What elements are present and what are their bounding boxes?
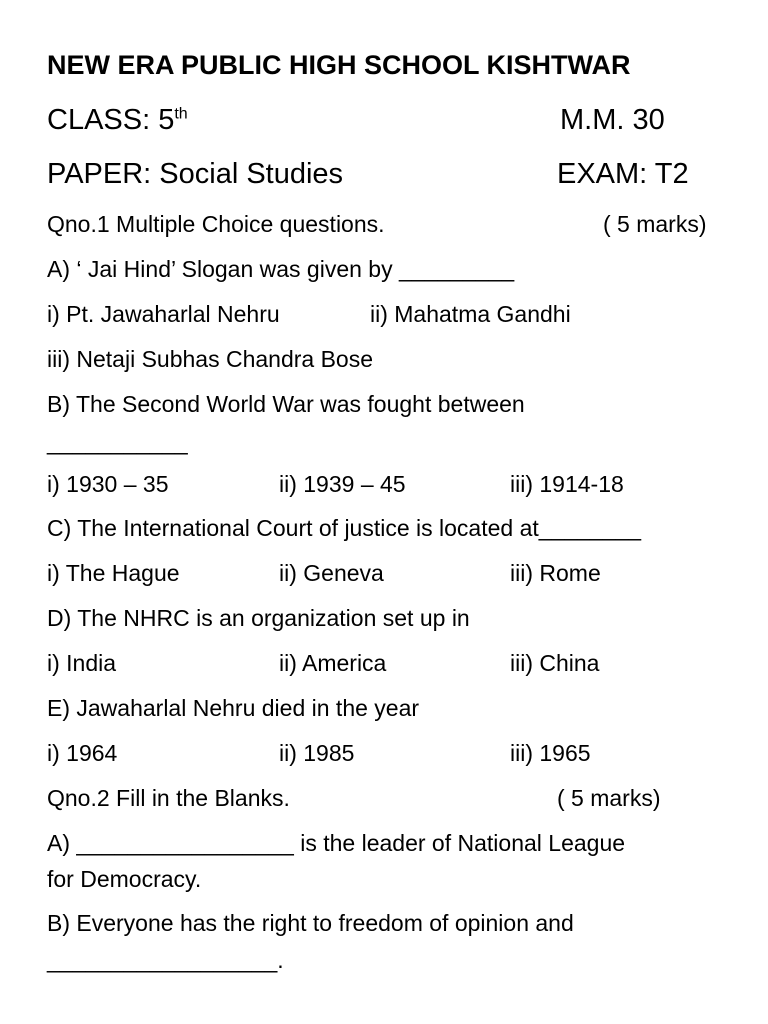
q2-marks: ( 5 marks) bbox=[557, 785, 661, 811]
q1b-blank: ___________ bbox=[47, 429, 188, 455]
q2b-line-1: B) Everyone has the right to freedom of opinion and bbox=[47, 910, 574, 936]
q1a-option-2: ii) Mahatma Gandhi bbox=[370, 301, 571, 327]
q1e-option-1: i) 1964 bbox=[47, 740, 118, 766]
q2a-line-1: A) _________________ is the leader of National League bbox=[47, 830, 626, 856]
class-field bbox=[47, 103, 188, 137]
q1-marks: ( 5 marks) bbox=[603, 211, 707, 237]
q1d-question: D) The NHRC is an organization set up in bbox=[47, 605, 470, 631]
q1a-option-3: iii) Netaji Subhas Chandra Bose bbox=[47, 346, 374, 372]
q1b-option-1: i) 1930 – 35 bbox=[47, 471, 169, 497]
q1e-option-3: iii) 1965 bbox=[510, 740, 591, 766]
q1c-question: C) The International Court of justice is located at________ bbox=[47, 515, 642, 541]
q1e-question: E) Jawaharlal Nehru died in the year bbox=[47, 695, 420, 721]
q1d-option-1: i) India bbox=[47, 650, 117, 676]
paper-subject: PAPER: Social Studies bbox=[47, 158, 344, 190]
q1c-option-1: i) The Hague bbox=[47, 560, 180, 586]
q1d-option-3: iii) China bbox=[510, 650, 600, 676]
school-name: NEW ERA PUBLIC HIGH SCHOOL KISHTWAR bbox=[47, 50, 631, 80]
class-label: CLASS: 5 bbox=[47, 104, 175, 136]
q1e-option-2: ii) 1985 bbox=[279, 740, 355, 766]
q1c-option-3: iii) Rome bbox=[510, 560, 601, 586]
q1a-question: A) ‘ Jai Hind’ Slogan was given by _________ bbox=[47, 256, 515, 282]
q1b-option-3: iii) 1914-18 bbox=[510, 471, 624, 497]
class-superscript: th bbox=[174, 105, 188, 123]
q1b-option-2: ii) 1939 – 45 bbox=[279, 471, 406, 497]
q1c-option-2: ii) Geneva bbox=[279, 560, 384, 586]
q1-heading: Qno.1 Multiple Choice questions. bbox=[47, 211, 385, 237]
q2a-line-2: for Democracy. bbox=[47, 866, 202, 892]
exam-term: EXAM: T2 bbox=[557, 158, 689, 190]
q2-heading: Qno.2 Fill in the Blanks. bbox=[47, 785, 290, 811]
q1d-option-2: ii) America bbox=[279, 650, 387, 676]
max-marks: M.M. 30 bbox=[560, 104, 665, 136]
q2b-line-2: __________________. bbox=[47, 947, 284, 973]
q1b-question: B) The Second World War was fought between bbox=[47, 391, 525, 417]
q1a-option-1: i) Pt. Jawaharlal Nehru bbox=[47, 301, 280, 327]
